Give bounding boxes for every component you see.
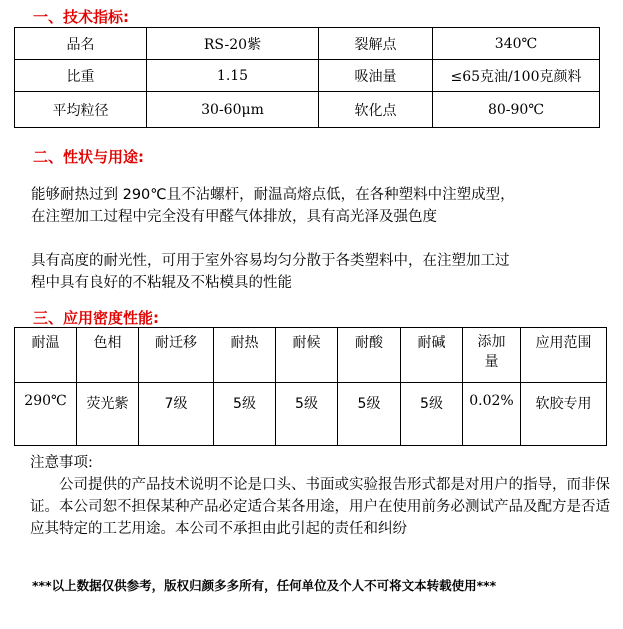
performance-value: 290℃	[15, 383, 77, 446]
spec-label: 品名	[15, 28, 147, 60]
spec-value: 30-60μm	[147, 92, 319, 128]
performance-value: 荧光紫	[77, 383, 139, 446]
section2-title: 二、性状与用途:	[33, 148, 144, 166]
usage-paragraph-2	[31, 250, 621, 294]
section1-title: 一、技术指标:	[33, 8, 129, 26]
performance-header: 应用范围	[521, 328, 607, 383]
performance-value: 7级	[139, 383, 214, 446]
performance-header: 耐热	[214, 328, 276, 383]
performance-value-row	[15, 383, 607, 446]
notice-body: 公司提供的产品技术说明不论是口头、书面或实验报告形式都是对用户的指导，而非保证。本公司恕不担保某种产品必定适合某各用途，用户在使用前务必测试产品及配方是否适应其特定的工艺用途。本公司不承担由此引起的责任和纠纷	[30, 477, 610, 537]
spec-label: 比重	[15, 60, 147, 92]
spec-value: 1.15	[147, 60, 319, 92]
spec-label: 平均粒径	[15, 92, 147, 128]
spec-label: 裂解点	[319, 28, 433, 60]
spec-label: 吸油量	[319, 60, 433, 92]
spec-value: 80-90℃	[433, 92, 600, 128]
spec-label: 软化点	[319, 92, 433, 128]
spec-value: 340℃	[433, 28, 600, 60]
spec-row	[15, 60, 600, 92]
performance-header: 添加量	[463, 328, 521, 383]
notice-title: 注意事项:	[30, 455, 93, 471]
performance-header: 耐候	[276, 328, 338, 383]
performance-header: 耐碱	[401, 328, 463, 383]
performance-value: 5级	[401, 383, 463, 446]
copyright-footer: ***以上数据仅供参考，版权归颜多多所有，任何单位及个人不可将文本转载使用***	[32, 578, 497, 593]
spec-value: ≤65克油/100克颜料	[433, 60, 600, 92]
paragraph-line: 具有高度的耐光性，可用于室外容易均匀分散于各类塑料中，在注塑加工过	[31, 253, 510, 269]
section3-title: 三、应用密度性能:	[33, 309, 159, 327]
notice-block	[30, 452, 610, 540]
performance-value: 5级	[214, 383, 276, 446]
performance-value: 5级	[276, 383, 338, 446]
paragraph-line: 程中具有良好的不粘辊及不粘模具的性能	[31, 275, 292, 291]
paragraph-line: 在注塑加工过程中完全没有甲醛气体排放，具有高光泽及强色度	[31, 209, 437, 225]
performance-header-row	[15, 328, 607, 383]
performance-value: 软胶专用	[521, 383, 607, 446]
spec-table	[14, 27, 600, 128]
spec-row	[15, 28, 600, 60]
performance-header: 耐温	[15, 328, 77, 383]
performance-value: 5级	[338, 383, 401, 446]
performance-header: 耐迁移	[139, 328, 214, 383]
performance-header: 耐酸	[338, 328, 401, 383]
spec-row	[15, 92, 600, 128]
spec-value: RS-20紫	[147, 28, 319, 60]
performance-value: 0.02%	[463, 383, 521, 446]
usage-paragraph-1	[31, 184, 621, 228]
performance-header: 色相	[77, 328, 139, 383]
paragraph-line: 能够耐热过到 290℃且不沾螺杆，耐温高熔点低，在各种塑料中注塑成型，	[31, 187, 515, 203]
performance-table	[14, 327, 607, 446]
